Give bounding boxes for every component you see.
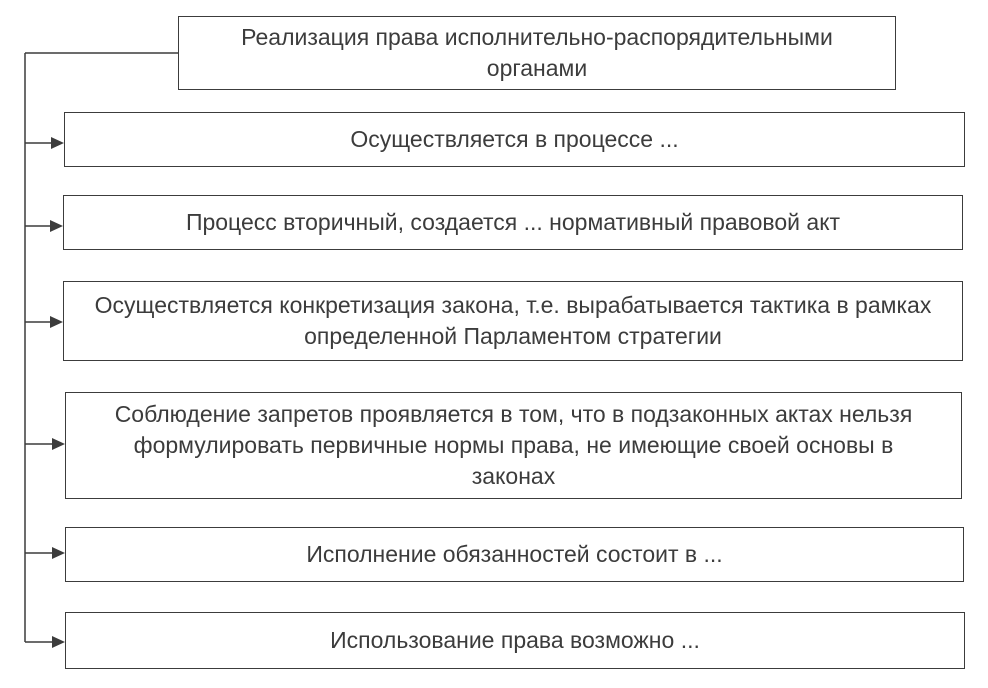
arrowhead-1: [51, 137, 64, 149]
item-box-2: [63, 195, 963, 250]
arrowhead-2: [50, 220, 63, 232]
item-box-4: [65, 392, 962, 499]
item-text-4: Соблюдение запретов проявляется в том, что в подзаконных актах нельзя формулировать первичные нормы права, не имеющие своей основы в законах: [114, 401, 913, 489]
arrowhead-6: [52, 636, 65, 648]
item-text-2: Процесс вторичный, создается ... нормативный правовой акт: [185, 209, 841, 235]
item-box-6: [65, 612, 965, 669]
arrowhead-5: [52, 547, 65, 559]
item-text-5: Исполнение обязанностей состоит в ...: [306, 541, 723, 567]
item-box-1: [64, 112, 965, 167]
arrowhead-4: [52, 438, 65, 450]
item-text-3: Осуществляется конкретизация закона, т.е. вырабатывается тактика в рамках определенной Парламентом стратегии: [94, 292, 932, 349]
item-text-1: Осуществляется в процессе ...: [350, 126, 679, 152]
arrowhead-3: [50, 316, 63, 328]
item-box-3: [63, 281, 963, 361]
title-text: Реализация права исполнительно-распорядительными органами: [241, 24, 833, 81]
item-box-5: [65, 527, 964, 582]
item-text-6: Использование права возможно ...: [330, 627, 700, 653]
title-box: [178, 16, 896, 90]
